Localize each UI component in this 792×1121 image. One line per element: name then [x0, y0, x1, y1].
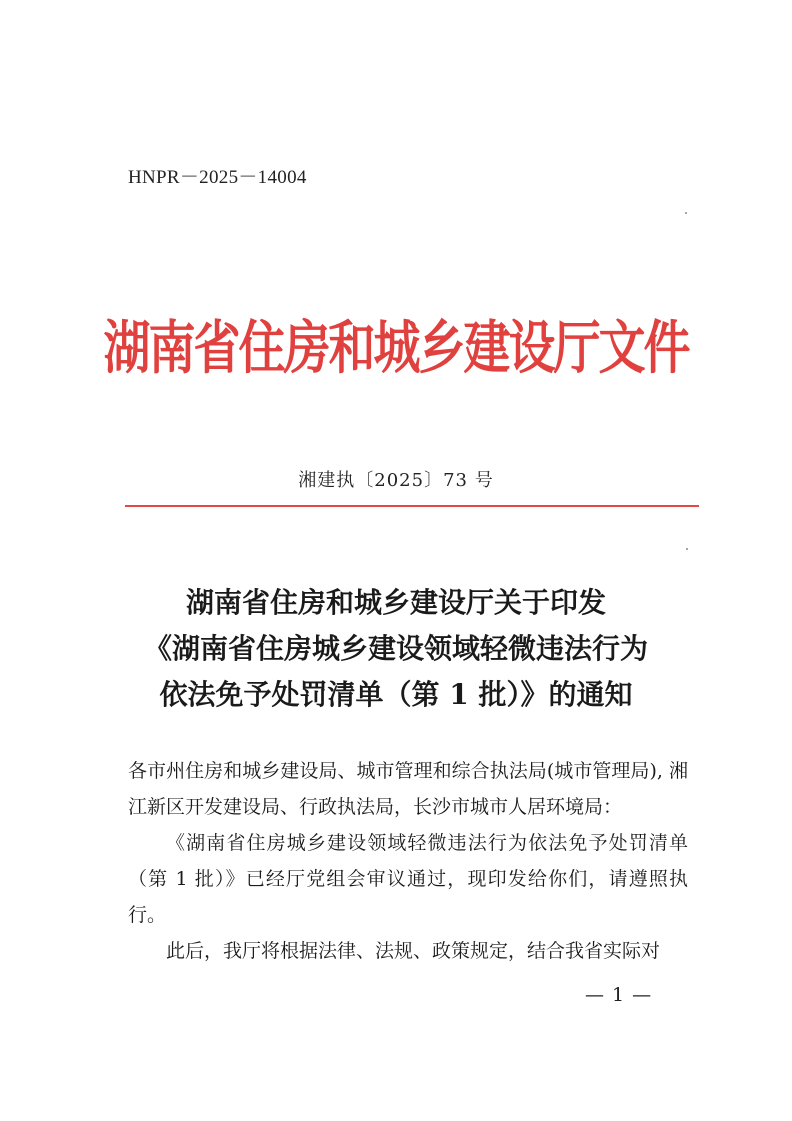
notice-title-line-2: 《湖南省住房城乡建设领域轻微违法行为: [143, 632, 648, 665]
file-code: 湘建执〔2025〕73 号: [298, 470, 494, 491]
scan-speck: [685, 212, 687, 214]
document-body: [128, 753, 688, 969]
recipients-paragraph: 各市州住房和城乡建设局、城市管理和综合执法局(城市管理局), 湘江新区开发建设局、行政执法局，长沙市城市人居环境局：: [128, 760, 688, 818]
red-divider-line: [125, 505, 699, 507]
issuer-title: 湖南省住房和城乡建设厅文件: [103, 315, 689, 383]
notice-title: [0, 580, 792, 718]
notice-title-line-3: 依法免予处罚清单（第 1 批）》的通知: [159, 678, 633, 711]
body-paragraph-2: 此后，我厅将根据法律、法规、政策规定，结合我省实际对: [166, 940, 661, 962]
notice-title-line-1: 湖南省住房和城乡建设厅关于印发: [185, 586, 606, 619]
body-paragraph-1: 《湖南省住房城乡建设领域轻微违法行为依法免予处罚清单（第 1 批）》已经厅党组会审议通过，现印发给你们，请遵照执行。: [128, 832, 688, 926]
page-number: — 1 —: [585, 984, 653, 1006]
document-number: HNPR－2025－14004: [128, 167, 307, 188]
scan-speck: [686, 548, 688, 550]
